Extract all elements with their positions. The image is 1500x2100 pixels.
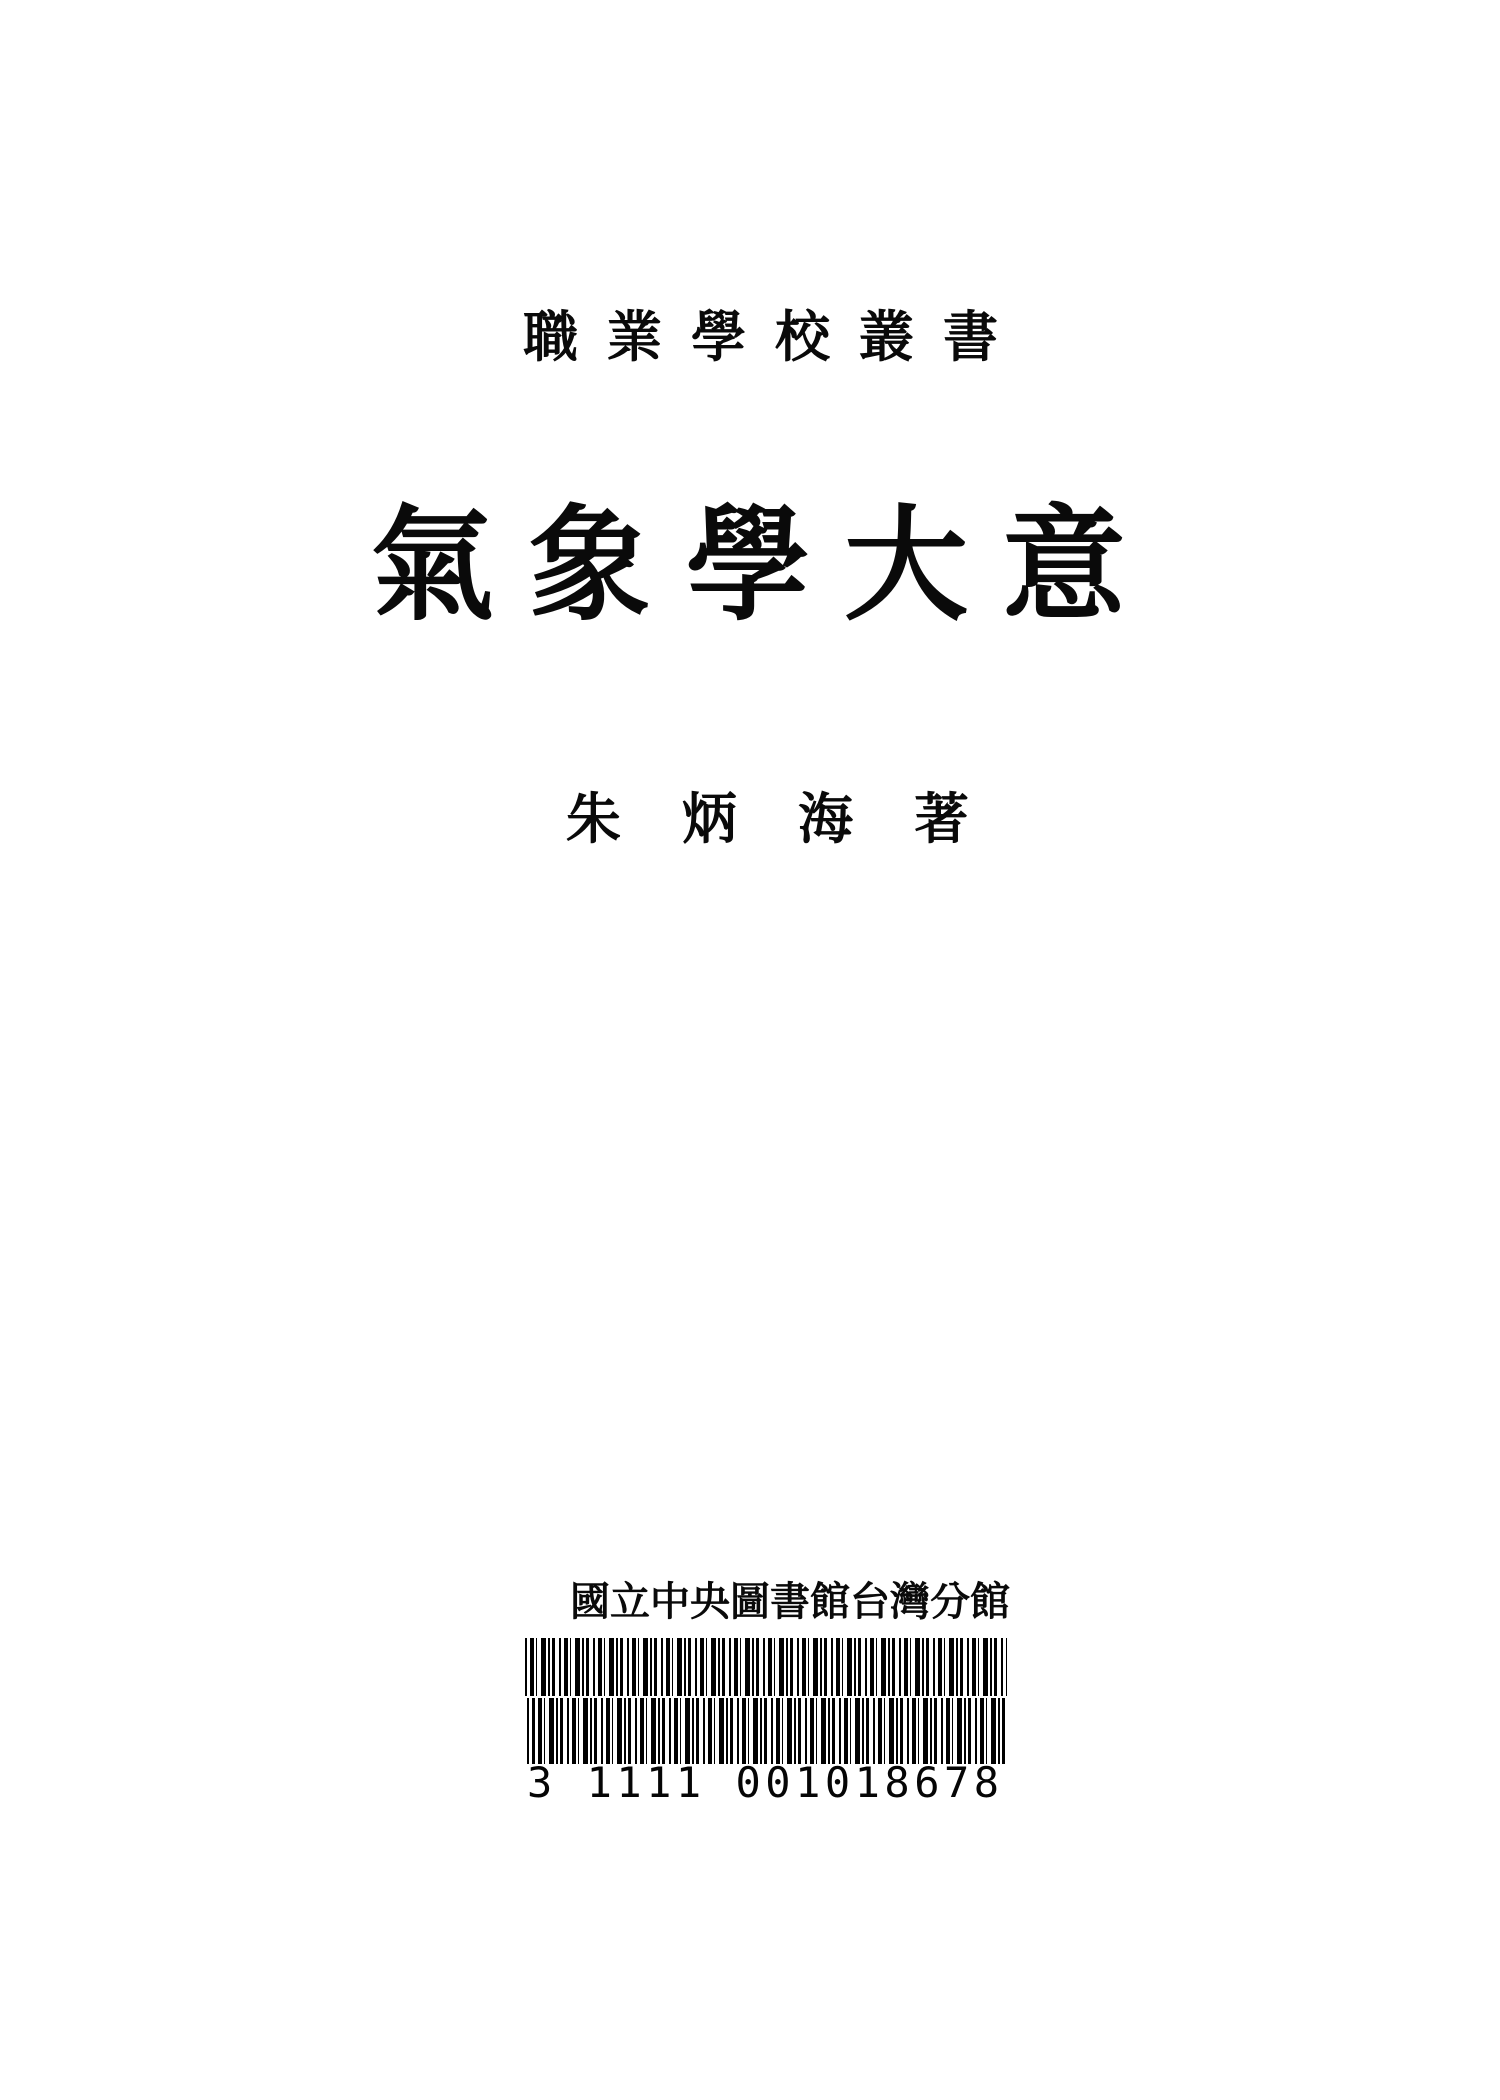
barcode-number: 3 1111 001018678 — [527, 1758, 1004, 1807]
barcode-bars-bottom — [525, 1698, 1007, 1764]
library-barcode-icon — [525, 1638, 1007, 1764]
barcode-bars-top — [525, 1638, 1007, 1696]
author-line: 朱炳海著 — [566, 786, 1031, 851]
series-title: 職業學校叢書 — [523, 304, 1028, 369]
library-stamp-label: 國立中央圖書館台灣分館 — [570, 1578, 1010, 1625]
book-title: 氣象學大意 — [370, 493, 1161, 638]
